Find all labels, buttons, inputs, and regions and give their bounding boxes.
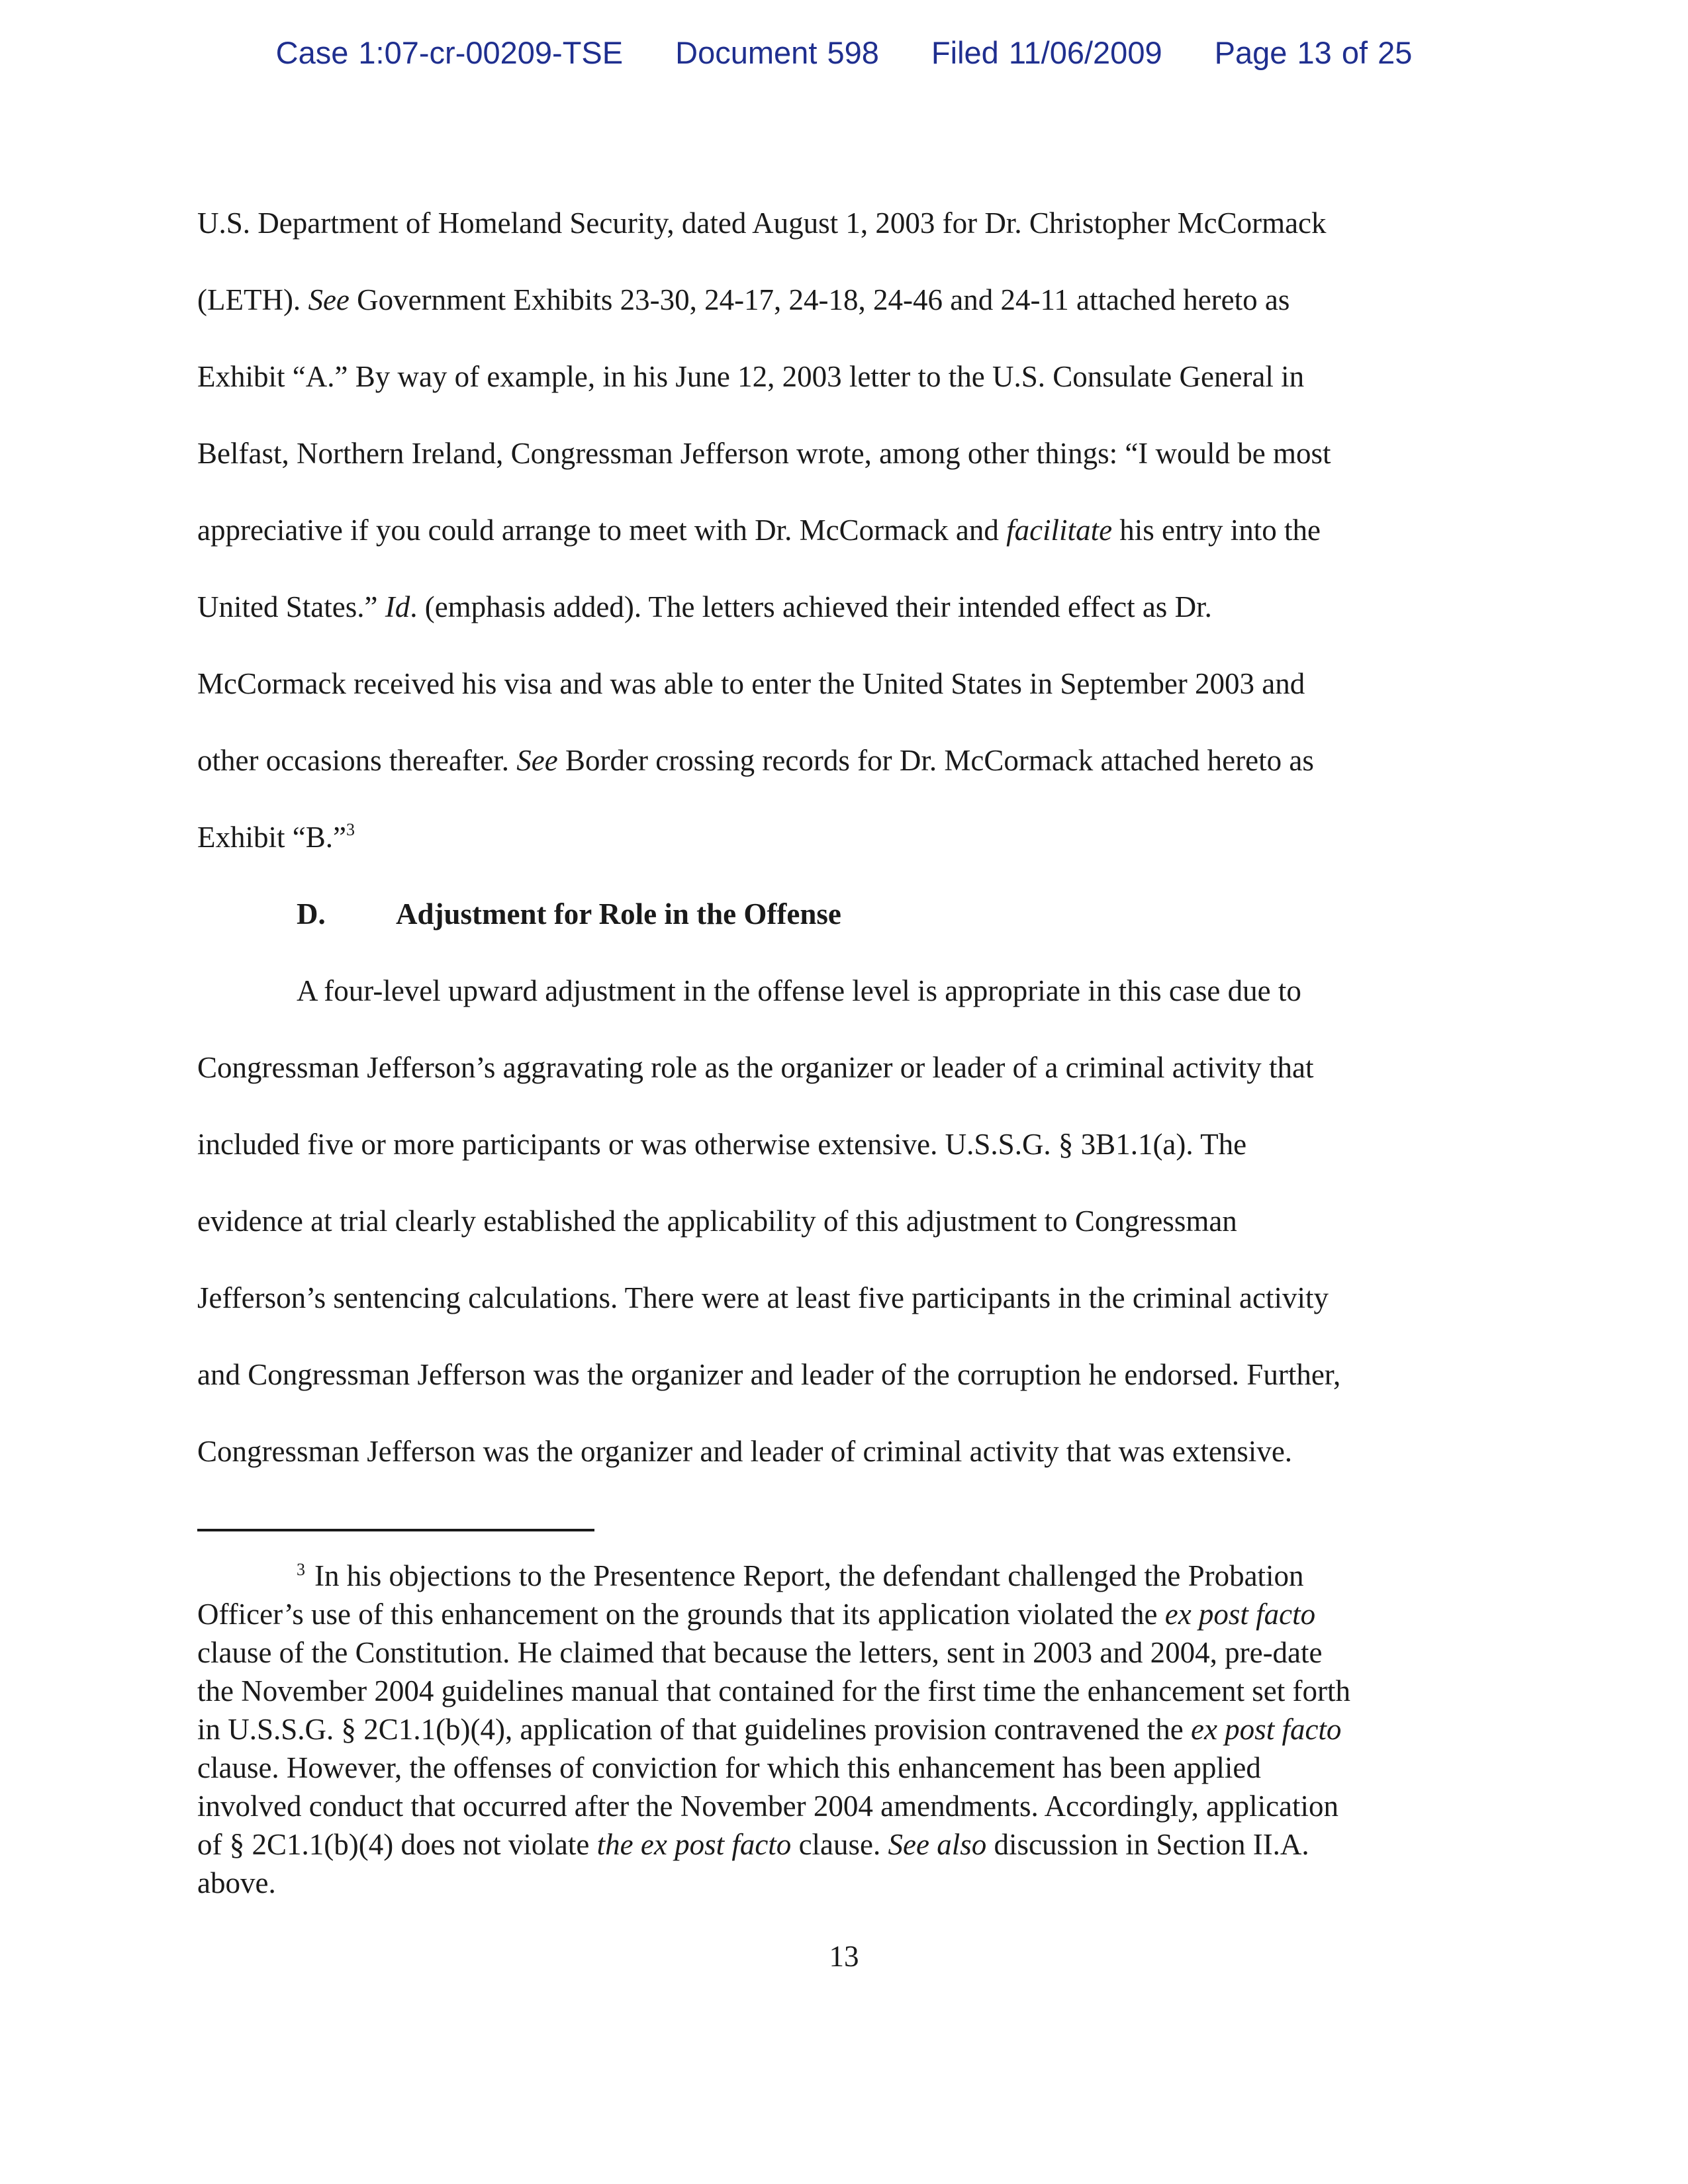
footnote-line: clause. However, the offenses of conviction for which this enhancement has been applied — [197, 1751, 1261, 1784]
text-line: evidence at trial clearly established the applicability of this adjustment to Congressman — [197, 1205, 1237, 1238]
footnote-line: Officer’s use of this enhancement on the grounds that its application violated the ex post facto — [197, 1598, 1316, 1631]
footnote — [197, 1557, 1495, 1902]
text-line: Jefferson’s sentencing calculations. There were at least five participants in the criminal activity — [197, 1281, 1329, 1314]
footnote-line: involved conduct that occurred after the November 2004 amendments. Accordingly, application — [197, 1790, 1339, 1823]
text-line: appreciative if you could arrange to meet with Dr. McCormack and facilitate his entry into the — [197, 514, 1321, 547]
text-line: Exhibit “B.”$^3$ — [197, 820, 355, 854]
footnote-line: of § 2C1.1(b)(4) does not violate the ex post facto clause. See also discussion in Section II.A. — [197, 1828, 1309, 1861]
footnote-divider — [197, 1529, 594, 1531]
footnote-line: $^3$ In his objections to the Presentence Report, the defendant challenged the Probation — [297, 1559, 1304, 1592]
text-line: Exhibit “A.” By way of example, in his June 12, 2003 letter to the U.S. Consulate General in — [197, 360, 1305, 393]
section-heading — [197, 876, 1495, 952]
text-line: included five or more participants or was otherwise extensive. U.S.S.G. § 3B1.1(a). The — [197, 1128, 1247, 1161]
filed-date: Filed 11/06/2009 — [931, 35, 1162, 70]
section-letter: D. — [297, 897, 326, 931]
page-number: 13 — [829, 1940, 859, 1973]
case-number: Case 1:07-cr-00209-TSE — [275, 35, 624, 70]
text-line: McCormack received his visa and was able to enter the United States in September 2003 and — [197, 667, 1305, 700]
ecf-header — [0, 34, 1688, 71]
text-line: Belfast, Northern Ireland, Congressman Jefferson wrote, among other things: “I would be most — [197, 437, 1331, 470]
text-line: United States.” Id. (emphasis added). The letters achieved their intended effect as Dr. — [197, 590, 1212, 623]
text-line: A four-level upward adjustment in the offense level is appropriate in this case due to — [297, 974, 1301, 1007]
footnote-line: above. — [197, 1866, 276, 1899]
section-title: Adjustment for Role in the Offense — [396, 897, 841, 931]
text-line: Congressman Jefferson’s aggravating role as the organizer or leader of a criminal activity that — [197, 1051, 1314, 1084]
footnote-line: clause of the Constitution. He claimed that because the letters, sent in 2003 and 2004, pre-date — [197, 1636, 1323, 1669]
text-line: (LETH). See Government Exhibits 23-30, 24-17, 24-18, 24-46 and 24-11 attached hereto as — [197, 283, 1290, 316]
footnote-marker: 3 — [297, 1560, 305, 1579]
text-line: and Congressman Jefferson was the organizer and leader of the corruption he endorsed. Further, — [197, 1358, 1341, 1391]
footnote-reference: 3 — [346, 820, 355, 839]
text-line: U.S. Department of Homeland Security, dated August 1, 2003 for Dr. Christopher McCormack — [197, 206, 1327, 240]
footnote-line: in U.S.S.G. § 2C1.1(b)(4), application of that guidelines provision contravened the ex post facto — [197, 1713, 1342, 1746]
footnote-line: the November 2004 guidelines manual that contained for the first time the enhancement set forth — [197, 1674, 1350, 1707]
document-number: Document 598 — [675, 35, 879, 70]
page-of-total: Page 13 of 25 — [1214, 35, 1413, 70]
paragraph-exhibits — [197, 185, 1495, 1490]
text-line: other occasions thereafter. See Border crossing records for Dr. McCormack attached hereto as — [197, 744, 1314, 777]
text-line: Congressman Jefferson was the organizer and leader of criminal activity that was extensive. — [197, 1435, 1293, 1468]
